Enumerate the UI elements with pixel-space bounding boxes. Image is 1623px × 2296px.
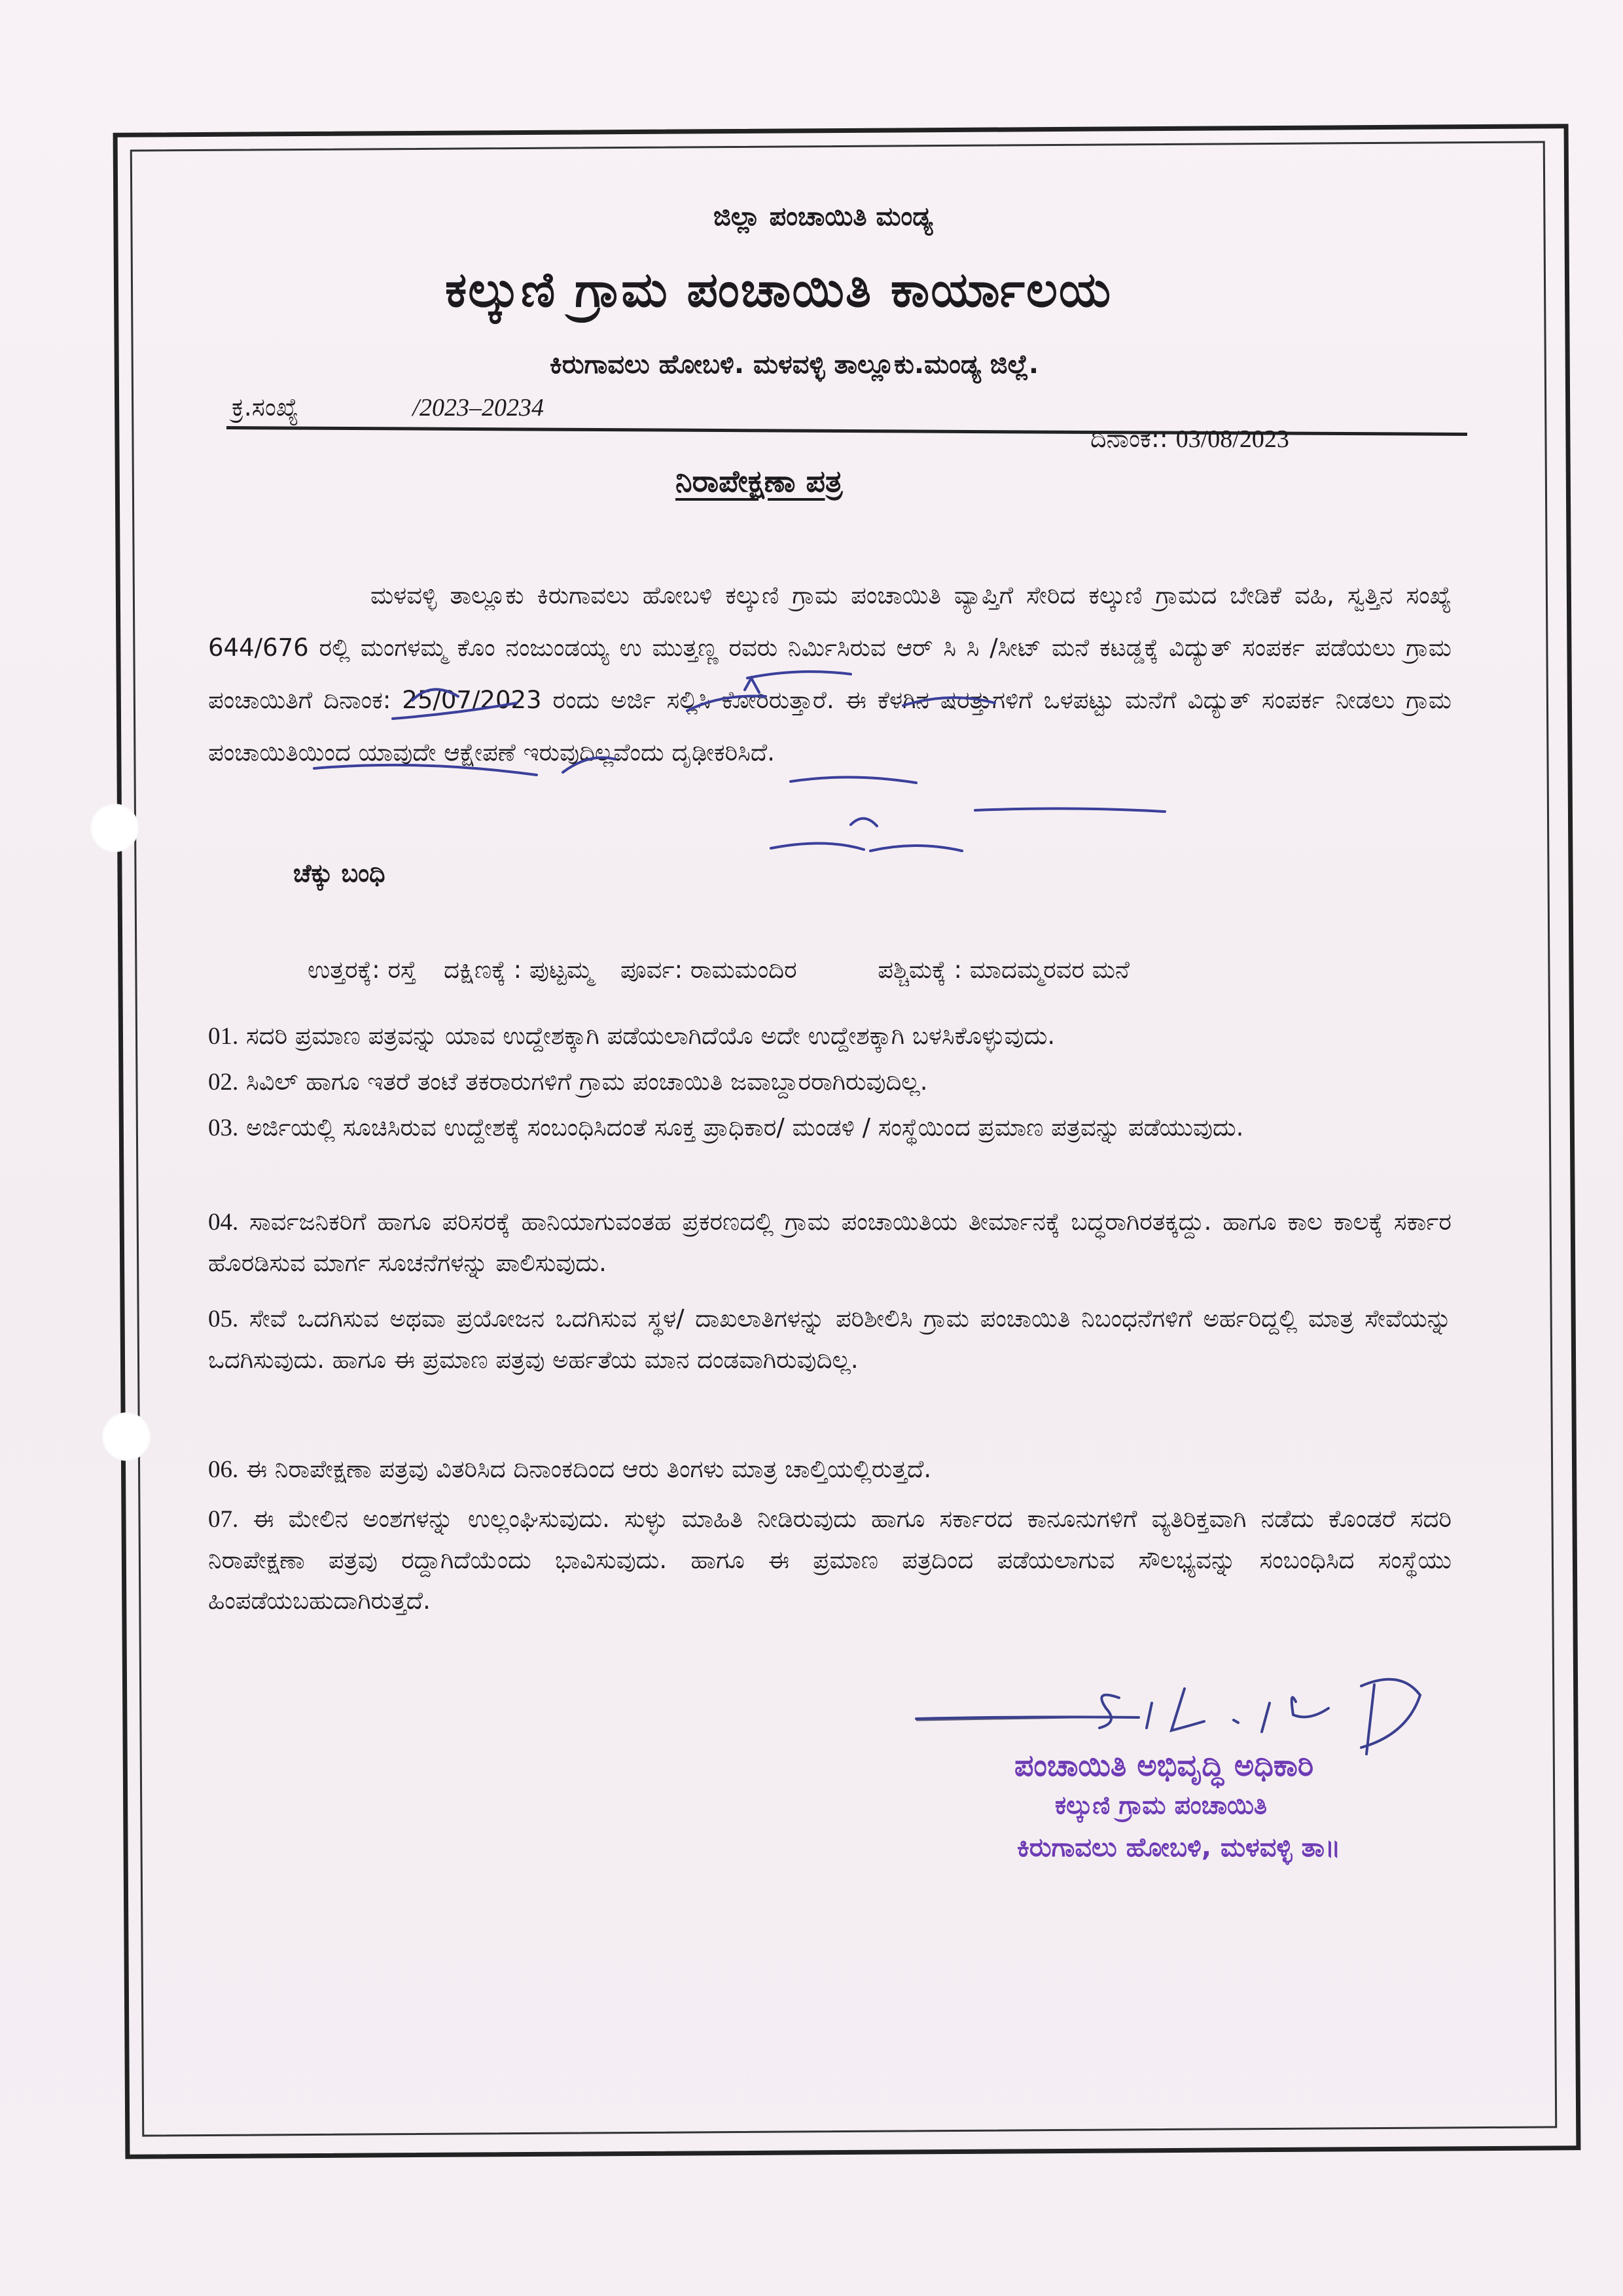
stamp-designation: ಪಂಚಾಯಿತಿ ಅಭಿವೃದ್ಧಿ ಅಧಿಕಾರಿ [1014,1748,1314,1783]
condition-number: 05. [208,1306,239,1333]
reference-value: /2023–20234 [412,394,544,422]
stamp-location: ಕಿರುಗಾವಲು ಹೋಬಳಿ, ಮಳವಳ್ಳಿ ತಾ॥ [1017,1833,1341,1863]
district-heading: ಜಿಲ್ಲಾ ಪಂಚಾಯಿತಿ ಮಂಡ್ಯ [713,202,933,232]
condition-text: ಸಿವಿಲ್ ಹಾಗೂ ಇತರೆ ತಂಟೆ ತಕರಾರುಗಳಿಗೆ ಗ್ರಾಮ ಪಂಚಾಯಿತಿ ಜವಾಬ್ದಾರರಾಗಿರುವುದಿಲ್ಲ. [246,1067,928,1096]
condition-number: 02. [208,1069,239,1096]
condition-number: 01. [208,1023,239,1050]
date-label: ದಿನಾಂಕ:: [1090,424,1168,453]
condition-number: 07. [208,1506,239,1533]
condition-text: ಸೇವೆ ಒದಗಿಸುವ ಅಥವಾ ಪ್ರಯೋಜನ ಒದಗಿಸುವ ಸ್ಥಳ/ ದಾಖಲಾತಿಗಳನ್ನು ಪರಿಶೀಲಿಸಿ ಗ್ರಾಮ ಪಂಚಾಯಿತಿ ನಿಬಂಧನೆಗಳಿಗೆ ಅರ್ಹರಿದ್ದಲ್ಲಿ ಮಾತ್ರ ಸೇವೆಯನ್ನು ಒದಗಿಸುವುದು. ಹಾಗೂ ಈ ಪ್ರಮಾಣ ಪತ್ರವು ಅರ್ಹತೆಯ ಮಾನ ದಂಡವಾಗಿರುವುದಿಲ್ಲ. [208,1304,1452,1374]
boundary-title: ಚೆಕ್ಕು ಬಂಧಿ [293,859,385,888]
stamp-panchayat: ಕಲ್ಕುಣಿ ಗ್ರಾಮ ಪಂಚಾಯಿತಿ [1055,1791,1268,1820]
boundary-north: ಉತ್ತರಕ್ಕೆ: ರಸ್ತೆ [308,956,417,984]
condition-number: 04. [208,1209,239,1236]
boundary-east: ಪೂರ್ವ: ರಾಮಮಂದಿರ [620,956,797,984]
office-title: ಕಲ್ಕುಣಿ ಗ್ರಾಮ ಪಂಚಾಯಿತಿ ಕಾರ್ಯಾಲಯ [445,262,1113,318]
boundary-south: ದಕ್ಷಿಣಕ್ಕೆ : ಪುಟ್ಟಮ್ಮ [444,956,594,984]
condition-text: ಸದರಿ ಪ್ರಮಾಣ ಪತ್ರವನ್ನು ಯಾವ ಉದ್ದೇಶಕ್ಕಾಗಿ ಪಡೆಯಲಾಗಿದೆಯೊ ಅದೇ ಉದ್ದೇಶಕ್ಕಾಗಿ ಬಳಸಿಕೊಳ್ಳುವುದು. [246,1022,1056,1050]
condition-text: ಈ ಮೇಲಿನ ಅಂಶಗಳನ್ನು ಉಲ್ಲಂಘಿಸುವುದು. ಸುಳ್ಳು ಮಾಹಿತಿ ನೀಡಿರುವುದು ಹಾಗೂ ಸರ್ಕಾರದ ಕಾನೂನುಗಳಿಗೆ ವ್ಯತಿರಿಕ್ತವಾಗಿ ನಡೆದು ಕೊಂಡರೆ ಸದರಿ ನಿರಾಪೇಕ್ಷಣಾ ಪತ್ರವು ರದ್ದಾಗಿದೆಯೆಂದು ಭಾವಿಸುವುದು. ಹಾಗೂ ಈ ಪ್ರಮಾಣ ಪತ್ರದಿಂದ ಪಡೆಯಲಾಗುವ ಸೌಲಭ್ಯವನ್ನು ಸಂಬಂಧಿಸಿದ ಸಂಸ್ಥೆಯು ಹಿಂಪಡೆಯಬಹುದಾಗಿರುತ್ತದೆ. [208,1505,1452,1615]
office-address: ಕಿರುಗಾವಲು ಹೋಬಳಿ. ಮಳವಳ್ಳಿ ತಾಲ್ಲೂಕು.ಮಂಡ್ಯ ಜಿಲ್ಲೆ. [550,350,1039,380]
condition-text: ಈ ನಿರಾಪೇಕ್ಷಣಾ ಪತ್ರವು ವಿತರಿಸಿದ ದಿನಾಂಕದಿಂದ ಆರು ತಿಂಗಳು ಮಾತ್ರ ಚಾಲ್ತಿಯಲ್ಲಿರುತ್ತದೆ. [246,1455,932,1483]
letter-subject: ನಿರಾಪೇಕ್ಷಣಾ ಪತ್ರ [675,463,843,499]
body-paragraph: ಮಳವಳ್ಳಿ ತಾಲ್ಲೂಕು ಕಿರುಗಾವಲು ಹೋಬಳಿ ಕಲ್ಕುಣಿ ಗ್ರಾಮ ಪಂಚಾಯಿತಿ ವ್ಯಾಪ್ತಿಗೆ ಸೇರಿದ ಕಲ್ಕುಣಿ ಗ್ರಾಮದ ಬೇಡಿಕೆ ವಹಿ, ಸ್ವತ್ತಿನ ಸಂಖ್ಯೆ 644/676 ರಲ್ಲಿ ಮಂಗಳಮ್ಮ ಕೊಂ ನಂಜುಂಡಯ್ಯ ಉ ಮುತ್ತಣ್ಣ ರವರು ನಿರ್ಮಿಸಿರುವ ಆರ್ ಸಿ ಸಿ /ಸೀಟ್ ಮನೆ ಕಟಡ್ಡಕ್ಕೆ ವಿದ್ಯುತ್ ಸಂಪರ್ಕ ಪಡೆಯಲು ಗ್ರಾಮ ಪಂಚಾಯಿತಿಗೆ ದಿನಾಂಕ: 25/07/2023 ರಂದು ಅರ್ಜಿ ಸಲ್ಲಿಸಿ ಕೋರಿರುತ್ತಾರೆ. ಈ ಕೆಳಗಿನ ಷರತ್ತುಗಳಿಗೆ ಒಳಪಟ್ಟು ಮನೆಗೆ ವಿದ್ಯುತ್ ಸಂಪರ್ಕ ನೀಡಲು ಗ್ರಾಮ ಪಂಚಾಯಿತಿಯಿಂದ ಯಾವುದೇ ಆಕ್ಷೇಪಣೆ ಇರುವುದಿಲ್ಲವೆಂದು ದೃಢೀಕರಿಸಿದೆ. [208,581,1452,766]
date-value: 03/08/2023 [1175,425,1289,453]
condition-text: ಅರ್ಜಿಯಲ್ಲಿ ಸೂಚಿಸಿರುವ ಉದ್ದೇಶಕ್ಕೆ ಸಂಬಂಧಿಸಿದಂತೆ ಸೂಕ್ತ ಪ್ರಾಧಿಕಾರ/ ಮಂಡಳಿ / ಸಂಸ್ಥೆಯಿಂದ ಪ್ರಮಾಣ ಪತ್ರವನ್ನು ಪಡೆಯುವುದು. [246,1113,1244,1141]
condition-text: ಸಾರ್ವಜನಿಕರಿಗೆ ಹಾಗೂ ಪರಿಸರಕ್ಕೆ ಹಾನಿಯಾಗುವಂತಹ ಪ್ರಕರಣದಲ್ಲಿ ಗ್ರಾಮ ಪಂಚಾಯಿತಿಯ ತೀರ್ಮಾನಕ್ಕೆ ಬದ್ಧರಾಗಿರತಕ್ಕದ್ದು. ಹಾಗೂ ಕಾಲ ಕಾಲಕ್ಕೆ ಸರ್ಕಾರ ಹೊರಡಿಸುವ ಮಾರ್ಗ ಸೂಚನೆಗಳನ್ನು ಪಾಲಿಸುವುದು. [208,1208,1452,1277]
condition-number: 03. [208,1115,239,1141]
reference-label: ಕ್ರ.ಸಂಖ್ಯೆ [232,393,299,422]
boundary-west: ಪಶ್ಚಿಮಕ್ಕೆ : ಮಾದಮ್ಮರವರ ಮನೆ [878,956,1130,984]
condition-number: 06. [208,1456,239,1483]
